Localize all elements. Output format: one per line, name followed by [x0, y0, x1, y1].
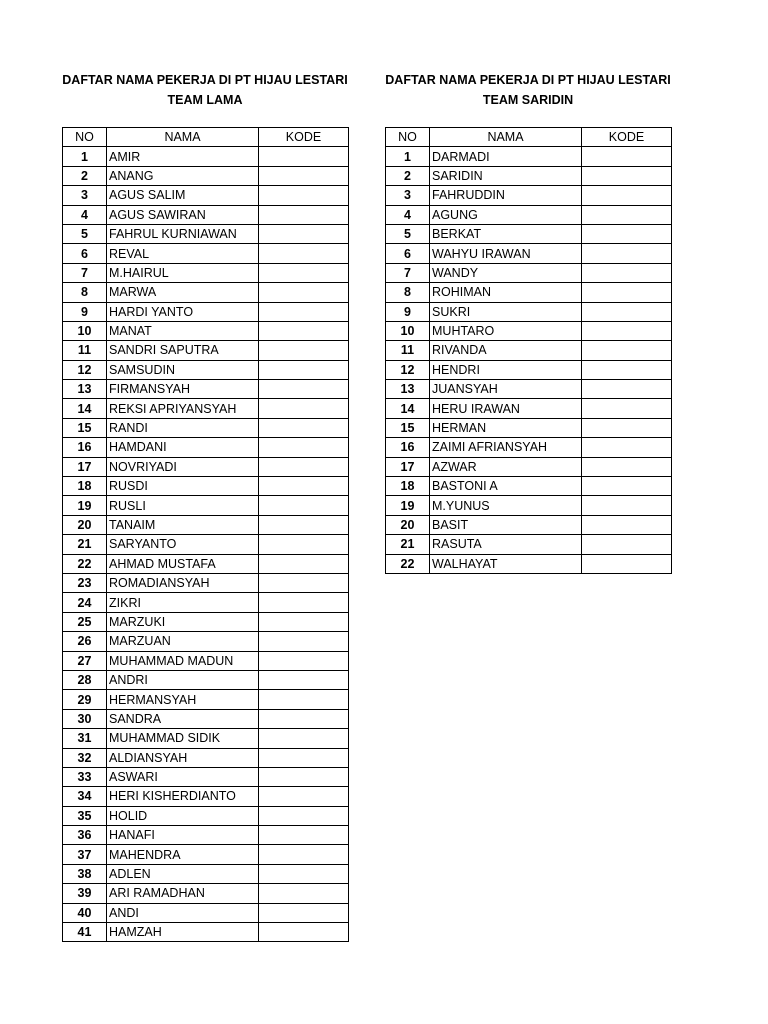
- row-code: [259, 166, 349, 185]
- row-number: 24: [63, 593, 107, 612]
- table-row: [386, 205, 672, 224]
- row-number: 29: [63, 690, 107, 709]
- row-number: 8: [63, 283, 107, 302]
- row-number: 20: [386, 515, 430, 534]
- row-number: 19: [386, 496, 430, 515]
- table-row: [63, 535, 349, 554]
- team-lama-section: [62, 70, 348, 942]
- table-row: [386, 554, 672, 573]
- table-row: [63, 806, 349, 825]
- row-code: [582, 205, 672, 224]
- table-row: [63, 360, 349, 379]
- row-code: [259, 884, 349, 903]
- row-number: 5: [63, 224, 107, 243]
- row-name: MUHAMMAD SIDIK: [107, 729, 259, 748]
- table-row: [386, 457, 672, 476]
- row-number: 1: [386, 147, 430, 166]
- table-row: [63, 612, 349, 631]
- row-name: HOLID: [107, 806, 259, 825]
- row-name: MANAT: [107, 321, 259, 340]
- row-number: 6: [386, 244, 430, 263]
- row-name: REKSI APRIYANSYAH: [107, 399, 259, 418]
- table-row: [63, 341, 349, 360]
- table-row: [63, 826, 349, 845]
- row-number: 11: [386, 341, 430, 360]
- row-name: HAMDANI: [107, 438, 259, 457]
- right-title: DAFTAR NAMA PEKERJA DI PT HIJAU LESTARI: [385, 73, 671, 87]
- row-name: REVAL: [107, 244, 259, 263]
- row-code: [259, 186, 349, 205]
- row-code: [259, 535, 349, 554]
- row-name: MUHAMMAD MADUN: [107, 651, 259, 670]
- row-code: [259, 457, 349, 476]
- row-name: SUKRI: [430, 302, 582, 321]
- row-number: 2: [63, 166, 107, 185]
- row-name: ARI RAMADHAN: [107, 884, 259, 903]
- row-code: [582, 166, 672, 185]
- table-header-row: [63, 128, 349, 147]
- table-row: [63, 690, 349, 709]
- row-code: [259, 864, 349, 883]
- row-code: [259, 729, 349, 748]
- row-name: FAHRUL KURNIAWAN: [107, 224, 259, 243]
- table-row: [63, 321, 349, 340]
- row-number: 28: [63, 670, 107, 689]
- row-code: [259, 554, 349, 573]
- row-number: 3: [63, 186, 107, 205]
- row-number: 6: [63, 244, 107, 263]
- row-number: 23: [63, 573, 107, 592]
- row-name: SARIDIN: [430, 166, 582, 185]
- row-number: 31: [63, 729, 107, 748]
- row-number: 36: [63, 826, 107, 845]
- header-kode: KODE: [582, 128, 672, 147]
- row-code: [259, 748, 349, 767]
- row-number: 10: [63, 321, 107, 340]
- row-name: TANAIM: [107, 515, 259, 534]
- row-name: NOVRIYADI: [107, 457, 259, 476]
- table-row: [63, 884, 349, 903]
- row-name: SAMSUDIN: [107, 360, 259, 379]
- row-code: [259, 380, 349, 399]
- row-name: MARWA: [107, 283, 259, 302]
- right-subtitle: TEAM SARIDIN: [482, 93, 574, 107]
- table-row: [63, 632, 349, 651]
- table-row: [386, 186, 672, 205]
- row-number: 34: [63, 787, 107, 806]
- row-code: [259, 787, 349, 806]
- row-number: 14: [63, 399, 107, 418]
- row-number: 22: [386, 554, 430, 573]
- table-row: [386, 477, 672, 496]
- team-saridin-section: [385, 70, 671, 574]
- row-code: [259, 244, 349, 263]
- row-name: ROHIMAN: [430, 283, 582, 302]
- table-row: [63, 709, 349, 728]
- row-number: 30: [63, 709, 107, 728]
- row-code: [259, 263, 349, 282]
- row-number: 7: [386, 263, 430, 282]
- table-row: [63, 244, 349, 263]
- row-name: RUSDI: [107, 477, 259, 496]
- row-code: [582, 341, 672, 360]
- table-row: [63, 767, 349, 786]
- row-number: 11: [63, 341, 107, 360]
- row-code: [582, 224, 672, 243]
- table-row: [63, 438, 349, 457]
- table-row: [63, 147, 349, 166]
- table-row: [63, 283, 349, 302]
- row-code: [259, 670, 349, 689]
- row-code: [582, 302, 672, 321]
- table-row: [63, 263, 349, 282]
- header-kode: KODE: [259, 128, 349, 147]
- row-code: [259, 341, 349, 360]
- row-name: BASIT: [430, 515, 582, 534]
- table-row: [63, 302, 349, 321]
- left-title: DAFTAR NAMA PEKERJA DI PT HIJAU LESTARI: [62, 73, 348, 87]
- row-name: MUHTARO: [430, 321, 582, 340]
- row-code: [582, 283, 672, 302]
- row-code: [259, 806, 349, 825]
- row-number: 16: [63, 438, 107, 457]
- row-number: 40: [63, 903, 107, 922]
- team-lama-table: [62, 127, 349, 942]
- team-lama-rows: [63, 147, 349, 942]
- table-row: [386, 438, 672, 457]
- table-row: [63, 380, 349, 399]
- row-number: 16: [386, 438, 430, 457]
- row-code: [259, 845, 349, 864]
- table-row: [63, 477, 349, 496]
- row-name: MARZUAN: [107, 632, 259, 651]
- row-number: 8: [386, 283, 430, 302]
- row-code: [259, 399, 349, 418]
- row-name: HERI KISHERDIANTO: [107, 787, 259, 806]
- table-row: [63, 399, 349, 418]
- table-row: [63, 787, 349, 806]
- row-code: [259, 593, 349, 612]
- row-number: 1: [63, 147, 107, 166]
- row-code: [259, 612, 349, 631]
- table-row: [63, 903, 349, 922]
- row-number: 37: [63, 845, 107, 864]
- row-number: 12: [63, 360, 107, 379]
- row-number: 39: [63, 884, 107, 903]
- row-code: [259, 651, 349, 670]
- row-name: HENDRI: [430, 360, 582, 379]
- table-row: [386, 166, 672, 185]
- table-row: [63, 593, 349, 612]
- row-code: [582, 244, 672, 263]
- row-code: [259, 418, 349, 437]
- row-number: 13: [386, 380, 430, 399]
- table-row: [63, 496, 349, 515]
- row-number: 27: [63, 651, 107, 670]
- row-number: 17: [63, 457, 107, 476]
- row-name: WAHYU IRAWAN: [430, 244, 582, 263]
- table-row: [63, 205, 349, 224]
- table-row: [63, 651, 349, 670]
- row-name: ALDIANSYAH: [107, 748, 259, 767]
- row-number: 2: [386, 166, 430, 185]
- row-name: SANDRI SAPUTRA: [107, 341, 259, 360]
- table-row: [63, 573, 349, 592]
- row-code: [582, 360, 672, 379]
- row-code: [582, 186, 672, 205]
- row-name: RUSLI: [107, 496, 259, 515]
- row-code: [259, 515, 349, 534]
- team-saridin-table: [385, 127, 672, 574]
- team-saridin-rows: [386, 147, 672, 574]
- row-name: WANDY: [430, 263, 582, 282]
- row-name: AGUS SAWIRAN: [107, 205, 259, 224]
- row-name: HARDI YANTO: [107, 302, 259, 321]
- header-no: NO: [63, 128, 107, 147]
- row-name: ASWARI: [107, 767, 259, 786]
- table-row: [386, 244, 672, 263]
- left-subtitle: TEAM LAMA: [167, 93, 243, 107]
- row-number: 21: [63, 535, 107, 554]
- row-number: 9: [63, 302, 107, 321]
- row-number: 19: [63, 496, 107, 515]
- row-number: 22: [63, 554, 107, 573]
- header-no: NO: [386, 128, 430, 147]
- header-nama: NAMA: [107, 128, 259, 147]
- row-name: ZIKRI: [107, 593, 259, 612]
- row-code: [259, 903, 349, 922]
- row-name: ANANG: [107, 166, 259, 185]
- table-row: [386, 147, 672, 166]
- row-number: 20: [63, 515, 107, 534]
- row-code: [582, 147, 672, 166]
- row-name: FIRMANSYAH: [107, 380, 259, 399]
- row-code: [259, 438, 349, 457]
- table-row: [386, 321, 672, 340]
- row-code: [259, 147, 349, 166]
- row-code: [259, 767, 349, 786]
- row-code: [259, 477, 349, 496]
- row-number: 3: [386, 186, 430, 205]
- table-row: [63, 729, 349, 748]
- row-name: HERMANSYAH: [107, 690, 259, 709]
- table-row: [63, 166, 349, 185]
- table-row: [63, 457, 349, 476]
- row-name: AHMAD MUSTAFA: [107, 554, 259, 573]
- table-row: [63, 418, 349, 437]
- table-row: [386, 399, 672, 418]
- row-code: [259, 573, 349, 592]
- row-name: ANDI: [107, 903, 259, 922]
- row-name: ADLEN: [107, 864, 259, 883]
- row-name: HERMAN: [430, 418, 582, 437]
- row-name: AMIR: [107, 147, 259, 166]
- row-code: [259, 224, 349, 243]
- table-row: [63, 670, 349, 689]
- row-name: ZAIMI AFRIANSYAH: [430, 438, 582, 457]
- row-code: [259, 321, 349, 340]
- table-row: [63, 864, 349, 883]
- row-number: 7: [63, 263, 107, 282]
- table-row: [386, 224, 672, 243]
- table-row: [63, 186, 349, 205]
- row-code: [582, 515, 672, 534]
- row-name: BASTONI A: [430, 477, 582, 496]
- row-number: 18: [63, 477, 107, 496]
- row-number: 26: [63, 632, 107, 651]
- row-number: 4: [63, 205, 107, 224]
- row-number: 5: [386, 224, 430, 243]
- row-code: [582, 263, 672, 282]
- row-name: MARZUKI: [107, 612, 259, 631]
- row-number: 18: [386, 477, 430, 496]
- row-code: [259, 690, 349, 709]
- row-code: [259, 496, 349, 515]
- header-nama: NAMA: [430, 128, 582, 147]
- table-header-row: [386, 128, 672, 147]
- row-number: 13: [63, 380, 107, 399]
- row-name: HERU IRAWAN: [430, 399, 582, 418]
- row-name: AGUS SALIM: [107, 186, 259, 205]
- row-code: [259, 826, 349, 845]
- row-name: MAHENDRA: [107, 845, 259, 864]
- row-number: 14: [386, 399, 430, 418]
- row-code: [582, 496, 672, 515]
- table-row: [63, 554, 349, 573]
- row-number: 21: [386, 535, 430, 554]
- row-name: ANDRI: [107, 670, 259, 689]
- row-name: HANAFI: [107, 826, 259, 845]
- table-row: [63, 515, 349, 534]
- row-code: [259, 709, 349, 728]
- table-row: [386, 341, 672, 360]
- table-row: [386, 380, 672, 399]
- row-name: M.HAIRUL: [107, 263, 259, 282]
- table-row: [63, 923, 349, 942]
- row-code: [582, 477, 672, 496]
- row-code: [582, 535, 672, 554]
- row-number: 9: [386, 302, 430, 321]
- row-code: [582, 418, 672, 437]
- row-name: ROMADIANSYAH: [107, 573, 259, 592]
- row-number: 35: [63, 806, 107, 825]
- table-row: [386, 263, 672, 282]
- row-number: 41: [63, 923, 107, 942]
- table-row: [386, 496, 672, 515]
- table-row: [386, 418, 672, 437]
- row-number: 25: [63, 612, 107, 631]
- table-row: [386, 535, 672, 554]
- row-code: [582, 380, 672, 399]
- row-code: [582, 554, 672, 573]
- row-name: RIVANDA: [430, 341, 582, 360]
- row-name: FAHRUDDIN: [430, 186, 582, 205]
- row-number: 15: [63, 418, 107, 437]
- table-row: [386, 283, 672, 302]
- row-code: [582, 399, 672, 418]
- row-name: JUANSYAH: [430, 380, 582, 399]
- row-number: 38: [63, 864, 107, 883]
- table-row: [63, 845, 349, 864]
- row-name: BERKAT: [430, 224, 582, 243]
- row-number: 33: [63, 767, 107, 786]
- row-name: AGUNG: [430, 205, 582, 224]
- table-row: [63, 748, 349, 767]
- row-code: [259, 205, 349, 224]
- row-name: SARYANTO: [107, 535, 259, 554]
- row-code: [259, 283, 349, 302]
- table-row: [63, 224, 349, 243]
- table-row: [386, 515, 672, 534]
- row-name: DARMADI: [430, 147, 582, 166]
- row-number: 32: [63, 748, 107, 767]
- row-name: HAMZAH: [107, 923, 259, 942]
- row-code: [259, 632, 349, 651]
- table-row: [386, 302, 672, 321]
- row-number: 10: [386, 321, 430, 340]
- row-code: [582, 321, 672, 340]
- row-name: RANDI: [107, 418, 259, 437]
- row-name: M.YUNUS: [430, 496, 582, 515]
- row-name: AZWAR: [430, 457, 582, 476]
- row-code: [582, 438, 672, 457]
- row-number: 17: [386, 457, 430, 476]
- row-number: 4: [386, 205, 430, 224]
- row-name: RASUTA: [430, 535, 582, 554]
- row-code: [259, 360, 349, 379]
- row-code: [259, 302, 349, 321]
- row-number: 12: [386, 360, 430, 379]
- row-number: 15: [386, 418, 430, 437]
- row-code: [259, 923, 349, 942]
- table-row: [386, 360, 672, 379]
- row-name: SANDRA: [107, 709, 259, 728]
- row-name: WALHAYAT: [430, 554, 582, 573]
- row-code: [582, 457, 672, 476]
